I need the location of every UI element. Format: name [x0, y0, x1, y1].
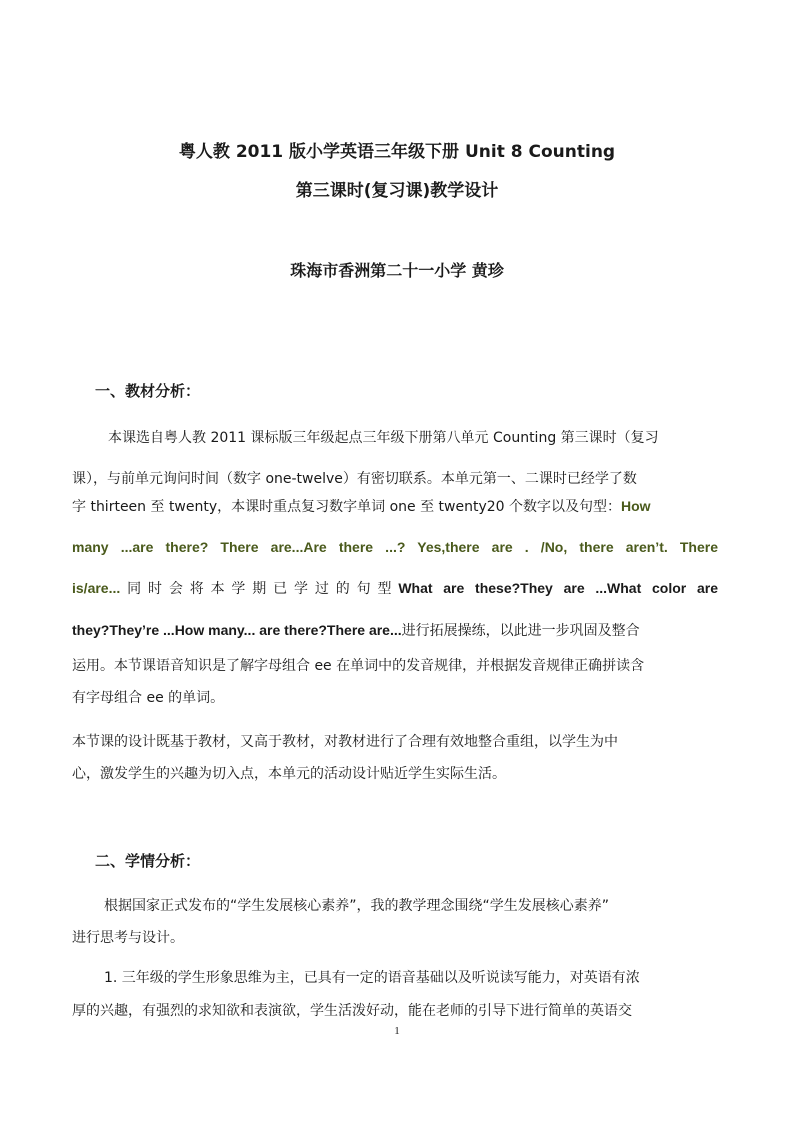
paragraph-line: 心，激发学生的兴趣为切入点，本单元的活动设计贴近学生实际生活。 — [72, 766, 506, 782]
paragraph-text: 同时会将本学期已学过的句型 — [120, 581, 399, 597]
section-heading-student-analysis: 二、学情分析： — [95, 852, 201, 870]
paragraph-text: 进行拓展操练，以此进一步巩固及整合 — [401, 623, 640, 639]
paragraph-line: 厚的兴趣，有强烈的求知欲和表演欲，学生活泼好动，能在老师的引导下进行简单的英语交 — [72, 1003, 632, 1019]
paragraph-line: 运用。本节课语音知识是了解字母组合 ee 在单词中的发音规律，并根据发音规律正确拼读含 — [72, 658, 645, 674]
paragraph-line — [72, 578, 718, 599]
paragraph-text: 字 thirteen 至 twenty，本课时重点复习数字单词 one 至 twenty20 个数字以及句型： — [72, 499, 622, 515]
english-sentence-pattern: is/are... — [72, 580, 121, 596]
paragraph-line: 根据国家正式发布的“学生发展核心素养”，我的教学理念围绕“学生发展核心素养” — [104, 898, 610, 914]
paragraph-line: 1. 三年级的学生形象思维为主，已具有一定的语音基础以及听说读写能力，对英语有浓 — [104, 970, 640, 986]
paragraph-line: 有字母组合 ee 的单词。 — [72, 690, 225, 706]
section-heading-textbook-analysis: 一、教材分析： — [95, 382, 201, 400]
english-sentence-pattern: many ...are there? There are...Are there ...? Yes,there are . /No, there aren’t. There — [72, 539, 718, 555]
document-title: 粤人教 2011 版小学英语三年级下册 Unit 8 Counting — [178, 142, 616, 162]
document-author: 珠海市香洲第二十一小学 黄珍 — [290, 261, 504, 280]
english-sentence-pattern: they?They’re ...How many... are there?There are... — [72, 622, 402, 638]
paragraph-line: 本课选自粤人教 2011 课标版三年级起点三年级下册第八单元 Counting 第三课时（复习 — [108, 430, 659, 446]
document-subtitle: 第三课时(复习课)教学设计 — [295, 181, 499, 201]
paragraph-line: 课），与前单元询问时间（数字 one-twelve）有密切联系。本单元第一、二课时已经学了数 — [72, 471, 637, 487]
english-sentence-pattern: How — [621, 498, 651, 514]
paragraph-line — [72, 496, 718, 517]
paragraph-line: 进行思考与设计。 — [72, 930, 184, 946]
paragraph-line: 本节课的设计既基于教材，又高于教材，对教材进行了合理有效地整合重组，以学生为中 — [72, 734, 618, 750]
page-number: 1 — [394, 1025, 400, 1037]
paragraph-line — [72, 620, 718, 641]
english-sentence-pattern: What are these?They are ...What color are — [398, 580, 718, 596]
